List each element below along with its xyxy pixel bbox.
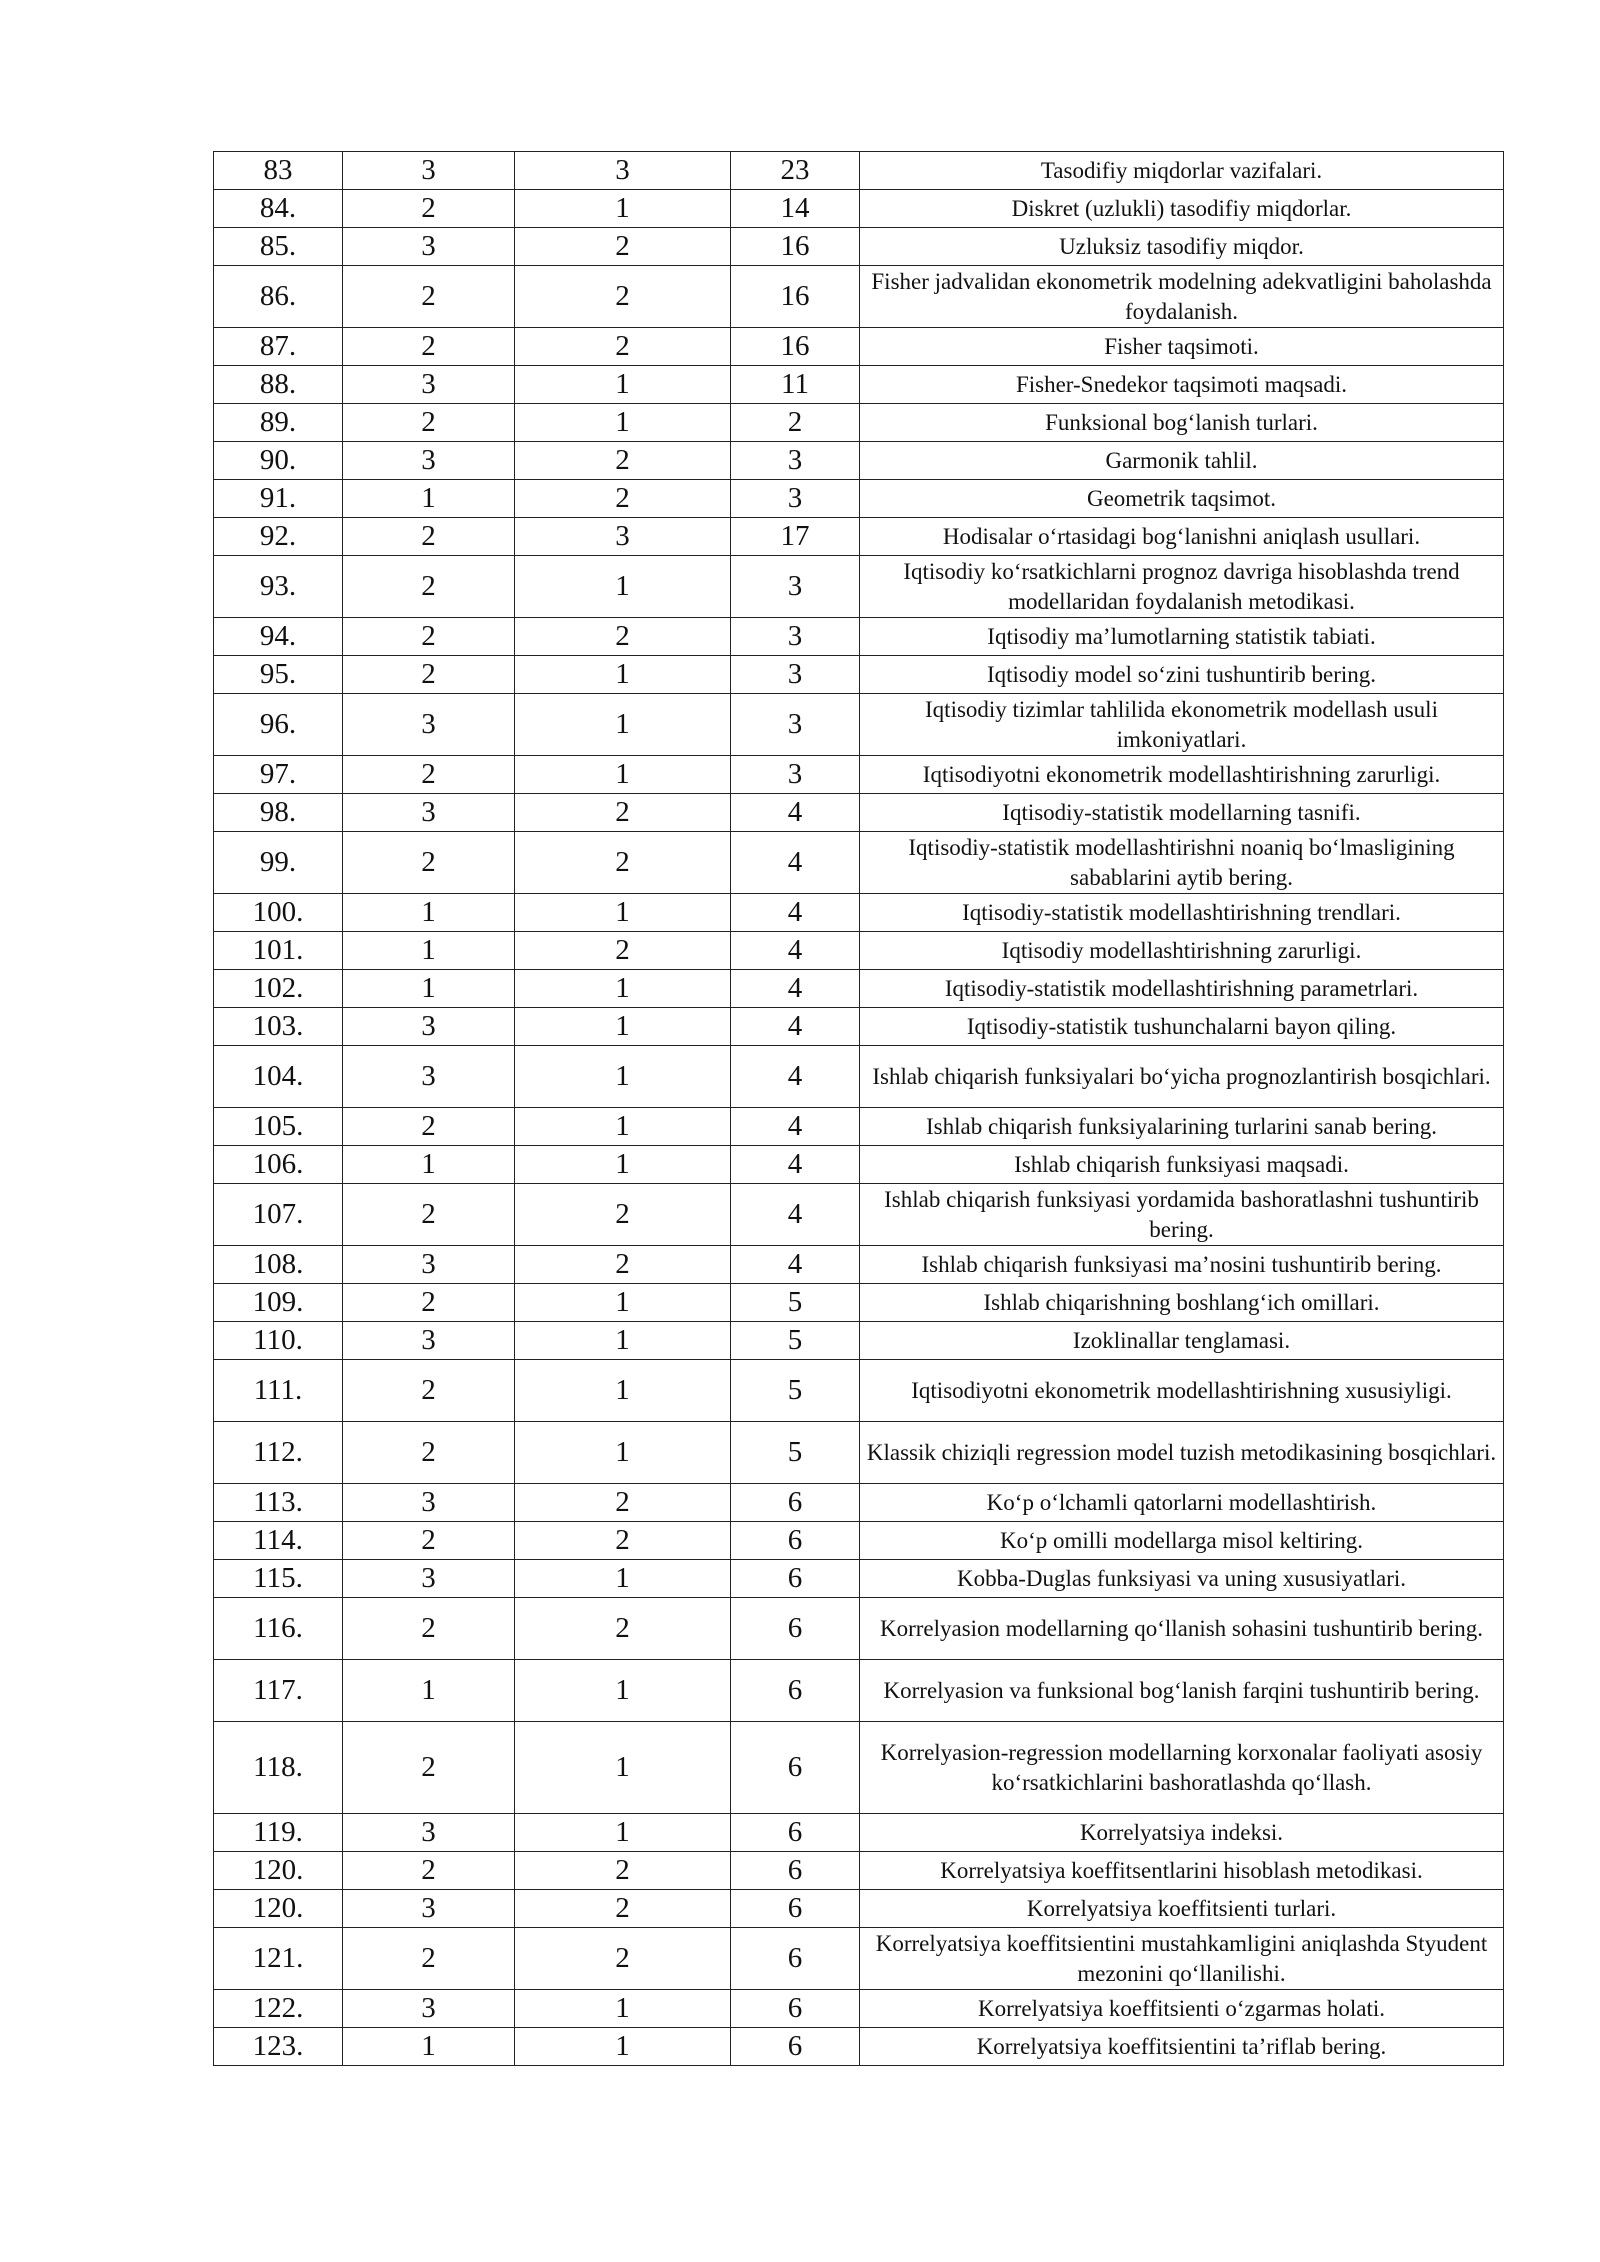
row-number: 105. [214,1108,343,1146]
col-3-value: 2 [515,1852,731,1890]
col-3-value: 2 [515,794,731,832]
row-number: 100. [214,894,343,932]
row-number: 83 [214,152,343,190]
col-3-value: 1 [515,1046,731,1108]
question-text: Iqtisodiy tizimlar tahlilida ekonometrik modellash usuli imkoniyatlari. [860,694,1504,756]
col-3-value: 2 [515,832,731,894]
col-4-value: 5 [731,1322,860,1360]
question-text: Korrelyasion va funksional bog‘lanish farqini tushuntirib bering. [860,1660,1504,1722]
col-2-value: 3 [343,1890,515,1928]
col-2-value: 2 [343,656,515,694]
table-row [214,1322,1504,1360]
question-text: Korrelyatsiya koeffitsientini ta’riflab bering. [860,2028,1504,2066]
row-number: 123. [214,2028,343,2066]
row-number: 111. [214,1360,343,1422]
question-text: Iqtisodiy modellashtirishning zarurligi. [860,932,1504,970]
col-4-value: 3 [731,656,860,694]
table-row [214,1814,1504,1852]
col-2-value: 2 [343,1422,515,1484]
question-text: Ishlab chiqarish funksiyalarining turlarini sanab bering. [860,1108,1504,1146]
table-row [214,1360,1504,1422]
row-number: 84. [214,190,343,228]
question-text: Klassik chiziqli regression model tuzish metodikasining bosqichlari. [860,1422,1504,1484]
question-text: Iqtisodiy model so‘zini tushuntirib bering. [860,656,1504,694]
question-text: Iqtisodiyotni ekonometrik modellashtirishning zarurligi. [860,756,1504,794]
question-text: Ko‘p o‘lchamli qatorlarni modellashtirish. [860,1484,1504,1522]
row-number: 114. [214,1522,343,1560]
row-number: 107. [214,1184,343,1246]
col-2-value: 1 [343,2028,515,2066]
col-3-value: 1 [515,404,731,442]
row-number: 95. [214,656,343,694]
table-row [214,1184,1504,1246]
question-text: Korrelyatsiya koeffitsienti o‘zgarmas holati. [860,1990,1504,2028]
question-text: Korrelyatsiya koeffitsientini mustahkamligini aniqlashda Styudent mezonini qo‘llanilishi. [860,1928,1504,1990]
col-4-value: 6 [731,2028,860,2066]
col-4-value: 6 [731,1598,860,1660]
col-2-value: 1 [343,1660,515,1722]
row-number: 89. [214,404,343,442]
col-4-value: 4 [731,1108,860,1146]
table-row [214,480,1504,518]
question-text: Korrelyatsiya koeffitsienti turlari. [860,1890,1504,1928]
col-2-value: 2 [343,404,515,442]
table-row [214,1046,1504,1108]
col-4-value: 6 [731,1814,860,1852]
table-row [214,2028,1504,2066]
col-2-value: 3 [343,366,515,404]
col-3-value: 1 [515,1008,731,1046]
table-row [214,656,1504,694]
table-row [214,1422,1504,1484]
col-4-value: 17 [731,518,860,556]
col-4-value: 5 [731,1422,860,1484]
table-row [214,152,1504,190]
col-4-value: 6 [731,1990,860,2028]
table-row [214,618,1504,656]
col-2-value: 1 [343,480,515,518]
question-text: Izoklinallar tenglamasi. [860,1322,1504,1360]
col-4-value: 3 [731,442,860,480]
col-4-value: 3 [731,618,860,656]
col-4-value: 4 [731,970,860,1008]
col-2-value: 1 [343,932,515,970]
col-3-value: 1 [515,1422,731,1484]
question-text: Iqtisodiy-statistik tushunchalarni bayon qiling. [860,1008,1504,1046]
col-2-value: 3 [343,1484,515,1522]
question-text: Iqtisodiy ko‘rsatkichlarni prognoz davriga hisoblashda trend modellaridan foydalanish metodikasi. [860,556,1504,618]
col-4-value: 4 [731,1146,860,1184]
col-3-value: 3 [515,152,731,190]
col-2-value: 2 [343,328,515,366]
col-3-value: 1 [515,1560,731,1598]
row-number: 122. [214,1990,343,2028]
row-number: 104. [214,1046,343,1108]
col-2-value: 2 [343,518,515,556]
row-number: 94. [214,618,343,656]
col-3-value: 1 [515,1722,731,1814]
col-4-value: 4 [731,832,860,894]
col-3-value: 1 [515,656,731,694]
col-2-value: 2 [343,1522,515,1560]
question-text: Iqtisodiy-statistik modellashtirishning trendlari. [860,894,1504,932]
table-row [214,832,1504,894]
col-3-value: 2 [515,932,731,970]
table-row [214,970,1504,1008]
col-4-value: 4 [731,1184,860,1246]
col-2-value: 2 [343,1928,515,1990]
question-text: Ishlab chiqarishning boshlang‘ich omillari. [860,1284,1504,1322]
col-3-value: 2 [515,1484,731,1522]
col-4-value: 14 [731,190,860,228]
question-text: Uzluksiz tasodifiy miqdor. [860,228,1504,266]
col-2-value: 2 [343,1184,515,1246]
question-text: Fisher taqsimoti. [860,328,1504,366]
table-row [214,1660,1504,1722]
col-4-value: 6 [731,1484,860,1522]
question-text: Ishlab chiqarish funksiyalari bo‘yicha prognozlantirish bosqichlari. [860,1046,1504,1108]
row-number: 110. [214,1322,343,1360]
col-3-value: 1 [515,694,731,756]
col-3-value: 1 [515,2028,731,2066]
row-number: 120. [214,1852,343,1890]
question-text: Fisher-Snedekor taqsimoti maqsadi. [860,366,1504,404]
row-number: 106. [214,1146,343,1184]
col-3-value: 1 [515,556,731,618]
row-number: 118. [214,1722,343,1814]
col-2-value: 2 [343,1722,515,1814]
table-row [214,1522,1504,1560]
col-2-value: 3 [343,1990,515,2028]
table-row [214,1560,1504,1598]
col-3-value: 2 [515,480,731,518]
table-row [214,228,1504,266]
col-4-value: 6 [731,1928,860,1990]
col-3-value: 2 [515,1184,731,1246]
row-number: 96. [214,694,343,756]
col-4-value: 6 [731,1522,860,1560]
col-2-value: 2 [343,618,515,656]
col-3-value: 1 [515,1284,731,1322]
col-4-value: 5 [731,1360,860,1422]
row-number: 120. [214,1890,343,1928]
table-row [214,1928,1504,1990]
col-2-value: 1 [343,1146,515,1184]
table-row [214,1284,1504,1322]
col-3-value: 1 [515,1146,731,1184]
question-text: Ishlab chiqarish funksiyasi maqsadi. [860,1146,1504,1184]
col-2-value: 2 [343,556,515,618]
col-2-value: 3 [343,442,515,480]
col-2-value: 3 [343,1246,515,1284]
col-2-value: 2 [343,266,515,328]
question-text: Iqtisodiy-statistik modellarning tasnifi. [860,794,1504,832]
table-row [214,266,1504,328]
col-2-value: 3 [343,228,515,266]
question-text: Funksional bog‘lanish turlari. [860,404,1504,442]
table-row [214,328,1504,366]
col-4-value: 6 [731,1722,860,1814]
col-3-value: 1 [515,1660,731,1722]
row-number: 85. [214,228,343,266]
col-2-value: 2 [343,1598,515,1660]
col-4-value: 16 [731,228,860,266]
col-2-value: 2 [343,190,515,228]
question-text: Korrelyasion-regression modellarning korxonalar faoliyati asosiy ko‘rsatkichlarini bashoratlashda qo‘llash. [860,1722,1504,1814]
table-row [214,1852,1504,1890]
row-number: 102. [214,970,343,1008]
col-3-value: 2 [515,1598,731,1660]
col-3-value: 1 [515,756,731,794]
questions-table-body [214,152,1504,2066]
row-number: 119. [214,1814,343,1852]
row-number: 98. [214,794,343,832]
table-row [214,932,1504,970]
table-row [214,1598,1504,1660]
col-4-value: 4 [731,894,860,932]
table-row [214,1890,1504,1928]
table-row [214,518,1504,556]
question-text: Iqtisodiyotni ekonometrik modellashtirishning xususiyligi. [860,1360,1504,1422]
col-3-value: 2 [515,328,731,366]
col-2-value: 3 [343,1046,515,1108]
col-3-value: 1 [515,970,731,1008]
table-row [214,190,1504,228]
col-2-value: 2 [343,756,515,794]
question-text: Geometrik taqsimot. [860,480,1504,518]
col-2-value: 2 [343,1852,515,1890]
col-4-value: 16 [731,328,860,366]
table-row [214,894,1504,932]
col-4-value: 2 [731,404,860,442]
question-text: Hodisalar o‘rtasidagi bog‘lanishni aniqlash usullari. [860,518,1504,556]
table-row [214,1722,1504,1814]
col-4-value: 3 [731,756,860,794]
col-4-value: 5 [731,1284,860,1322]
col-4-value: 23 [731,152,860,190]
col-2-value: 1 [343,894,515,932]
col-4-value: 4 [731,1008,860,1046]
table-row [214,366,1504,404]
col-4-value: 3 [731,556,860,618]
col-3-value: 2 [515,1928,731,1990]
row-number: 117. [214,1660,343,1722]
col-3-value: 1 [515,366,731,404]
col-2-value: 3 [343,152,515,190]
col-2-value: 2 [343,1284,515,1322]
col-4-value: 4 [731,1246,860,1284]
col-2-value: 2 [343,832,515,894]
col-3-value: 2 [515,618,731,656]
row-number: 86. [214,266,343,328]
col-4-value: 6 [731,1560,860,1598]
question-text: Iqtisodiy-statistik modellashtirishning parametrlari. [860,970,1504,1008]
col-2-value: 3 [343,694,515,756]
row-number: 101. [214,932,343,970]
col-4-value: 6 [731,1852,860,1890]
col-3-value: 1 [515,1322,731,1360]
question-text: Diskret (uzlukli) tasodifiy miqdorlar. [860,190,1504,228]
col-3-value: 1 [515,1814,731,1852]
col-3-value: 1 [515,1108,731,1146]
col-3-value: 2 [515,228,731,266]
col-3-value: 2 [515,1890,731,1928]
table-row [214,756,1504,794]
col-4-value: 3 [731,694,860,756]
row-number: 90. [214,442,343,480]
table-row [214,1008,1504,1046]
question-text: Fisher jadvalidan ekonometrik modelning adekvatligini baholashda foydalanish. [860,266,1504,328]
col-2-value: 3 [343,1008,515,1046]
col-2-value: 2 [343,1360,515,1422]
questions-table [213,151,1504,2066]
row-number: 97. [214,756,343,794]
col-4-value: 11 [731,366,860,404]
col-4-value: 6 [731,1660,860,1722]
row-number: 103. [214,1008,343,1046]
row-number: 88. [214,366,343,404]
col-2-value: 3 [343,1322,515,1360]
col-3-value: 2 [515,266,731,328]
col-3-value: 1 [515,190,731,228]
row-number: 115. [214,1560,343,1598]
row-number: 109. [214,1284,343,1322]
table-row [214,1246,1504,1284]
col-3-value: 2 [515,442,731,480]
question-text: Korrelyatsiya koeffitsentlarini hisoblash metodikasi. [860,1852,1504,1890]
col-4-value: 4 [731,932,860,970]
row-number: 116. [214,1598,343,1660]
table-row [214,1990,1504,2028]
table-row [214,1108,1504,1146]
col-3-value: 1 [515,1990,731,2028]
row-number: 92. [214,518,343,556]
table-row [214,1484,1504,1522]
question-text: Iqtisodiy-statistik modellashtirishni noaniq bo‘lmasligining sabablarini aytib bering. [860,832,1504,894]
question-text: Ishlab chiqarish funksiyasi yordamida bashoratlashni tushuntirib bering. [860,1184,1504,1246]
question-text: Ko‘p omilli modellarga misol keltiring. [860,1522,1504,1560]
col-2-value: 3 [343,1814,515,1852]
col-4-value: 16 [731,266,860,328]
question-text: Tasodifiy miqdorlar vazifalari. [860,152,1504,190]
row-number: 113. [214,1484,343,1522]
question-text: Korrelyatsiya indeksi. [860,1814,1504,1852]
question-text: Ishlab chiqarish funksiyasi ma’nosini tushuntirib bering. [860,1246,1504,1284]
row-number: 99. [214,832,343,894]
table-row [214,404,1504,442]
table-row [214,442,1504,480]
col-4-value: 4 [731,794,860,832]
col-3-value: 2 [515,1522,731,1560]
question-text: Garmonik tahlil. [860,442,1504,480]
table-row [214,694,1504,756]
row-number: 87. [214,328,343,366]
col-4-value: 3 [731,480,860,518]
col-3-value: 1 [515,894,731,932]
question-text: Kobba-Duglas funksiyasi va uning xususiyatlari. [860,1560,1504,1598]
question-text: Korrelyasion modellarning qo‘llanish sohasini tushuntirib bering. [860,1598,1504,1660]
col-3-value: 1 [515,1360,731,1422]
table-row [214,1146,1504,1184]
col-2-value: 2 [343,1108,515,1146]
col-2-value: 3 [343,794,515,832]
col-2-value: 1 [343,970,515,1008]
row-number: 108. [214,1246,343,1284]
row-number: 112. [214,1422,343,1484]
row-number: 93. [214,556,343,618]
row-number: 121. [214,1928,343,1990]
col-3-value: 3 [515,518,731,556]
row-number: 91. [214,480,343,518]
table-row [214,794,1504,832]
col-4-value: 4 [731,1046,860,1108]
col-2-value: 3 [343,1560,515,1598]
table-row [214,556,1504,618]
question-text: Iqtisodiy ma’lumotlarning statistik tabiati. [860,618,1504,656]
col-4-value: 6 [731,1890,860,1928]
col-3-value: 2 [515,1246,731,1284]
